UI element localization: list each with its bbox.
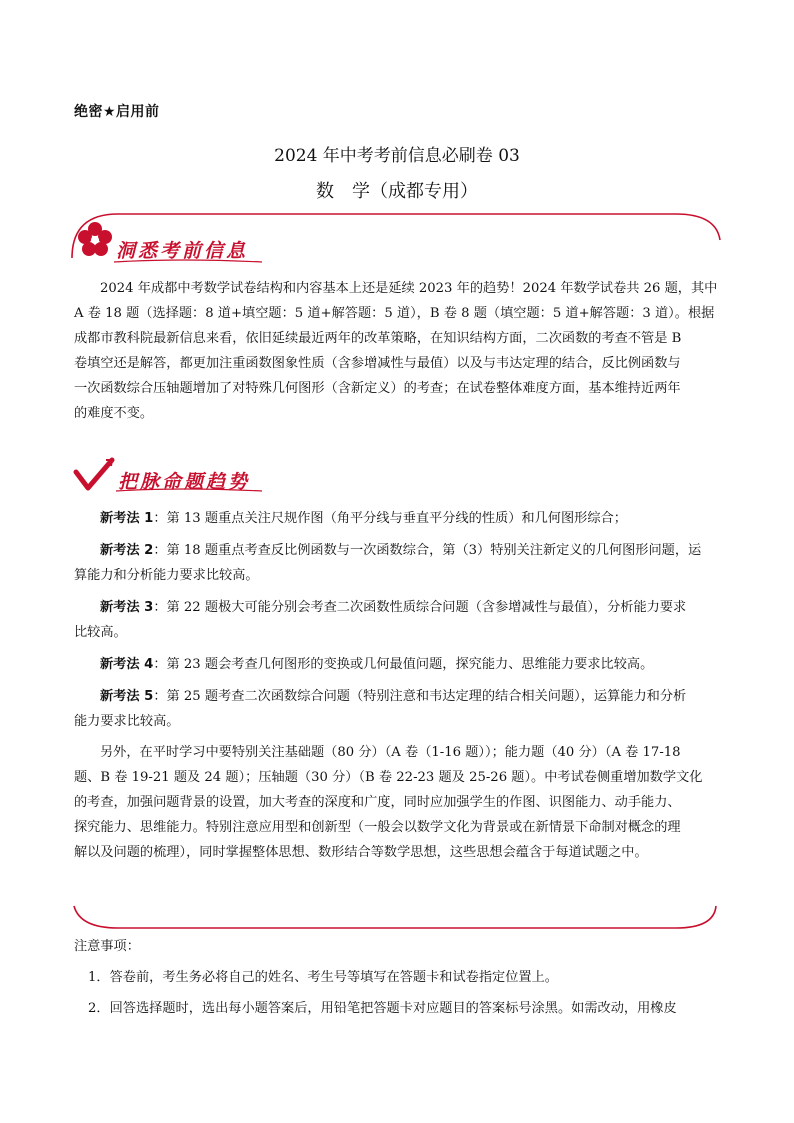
- subtitle-part-b: 学（成都专用）: [352, 181, 478, 202]
- section-trend-body: [74, 506, 724, 865]
- extra-line: 题、B 卷 19-21 题及 24 题）；压轴题（30 分）（B 卷 22-23 题及 25-26 题）。中考试卷侧重增加数学文化: [74, 770, 703, 785]
- trend-text: 算能力和分析能力要求比较高。: [74, 568, 259, 583]
- info-line: A 卷 18 题（选择题：8 道+填空题：5 道+解答题：5 道），B 卷 8 题（填空题：5 道+解答题：3 道）。根据: [74, 306, 715, 321]
- trend-text: ：第 25 题考查二次函数综合问题（特别注意和韦达定理的结合相关问题），运算能力和分析: [153, 689, 687, 704]
- trend-item: [74, 684, 724, 709]
- trend-label: 新考法 5: [100, 689, 154, 704]
- trend-label: 新考法 2: [100, 543, 154, 558]
- section-info-body: [74, 276, 724, 426]
- trend-label: 新考法 3: [100, 600, 154, 615]
- note-item: 1．答卷前，考生务必将自己的姓名、考生号等填写在答题卡和试卷指定位置上。: [88, 970, 558, 985]
- trend-item: [74, 595, 724, 620]
- trend-text: ：第 22 题极大可能分别会考查二次函数性质综合问题（含参增减性与最值），分析能力要求: [153, 600, 687, 615]
- extra-line: 的考查，加强问题背景的设置，加大考查的深度和广度，同时应加强学生的作图、识图能力、动手能力、: [74, 795, 681, 810]
- info-line: 的难度不变。: [74, 406, 154, 421]
- info-line: 2024 年成都中考数学试卷结构和内容基本上还是延续 2023 年的趋势！2024 年数学试卷共 26 题，其中: [100, 281, 718, 296]
- trend-text: ：第 13 题重点关注尺规作图（角平分线与垂直平分线的性质）和几何图形综合；: [153, 511, 627, 526]
- trend-text: ：第 23 题会考查几何图形的变换或几何最值问题，探究能力、思维能力要求比较高。: [153, 657, 654, 672]
- extra-line: 探究能力、思维能力。特别注意应用型和创新型（一般会以数学文化为背景或在新情景下命制对概念的理: [74, 820, 681, 835]
- trend-text: 能力要求比较高。: [74, 714, 180, 729]
- page-title: 2024 年中考考前信息必刷卷 03: [274, 146, 520, 166]
- note-item: 2．回答选择题时，选出每小题答案后，用铅笔把答题卡对应题目的答案标号涂黑。如需改动，用橡皮: [88, 1001, 677, 1016]
- secret-label: 绝密★启用前: [74, 104, 160, 120]
- trend-text: ：第 18 题重点考查反比例函数与一次函数综合，第（3）特别关注新定义的几何图形问题，运: [153, 543, 702, 558]
- trend-item: [74, 652, 724, 677]
- info-line: 卷填空还是解答，都更加注重函数图象性质（含参增减性与最值）以及与韦达定理的结合，反比例函数与: [74, 356, 681, 371]
- info-line: 一次函数综合压轴题增加了对特殊几何图形（含新定义）的考查；在试卷整体难度方面，基本维持近两年: [74, 381, 681, 396]
- flower-icon: [78, 222, 112, 256]
- subtitle-part-a: 数: [316, 181, 334, 202]
- trend-text: 比较高。: [74, 625, 127, 640]
- info-line: 成都市教科院最新信息来看，依旧延续最近两年的改革策略，在知识结构方面，二次函数的考查不管是 B: [74, 331, 682, 346]
- page-subtitle: [0, 177, 794, 203]
- trend-label: 新考法 1: [100, 511, 154, 526]
- extra-line: 解以及问题的梳理），同时掌握整体思想、数形结合等数学思想，这些思想会蕴含于每道试题之中。: [74, 845, 648, 860]
- section-heading-info: 洞悉考前信息: [116, 240, 249, 262]
- trend-item: [74, 506, 724, 531]
- trend-item: [74, 538, 724, 563]
- trend-label: 新考法 4: [100, 657, 154, 672]
- section-heading-trend: 把脉命题趋势: [118, 471, 251, 493]
- notes-heading: 注意事项：: [74, 939, 140, 954]
- extra-line: 另外，在平时学习中要特别关注基础题（80 分）（A 卷（1-16 题））；能力题（40 分）（A 卷 17-18: [100, 745, 681, 760]
- checkmark-icon: [76, 460, 112, 488]
- notes-section: [74, 934, 724, 1021]
